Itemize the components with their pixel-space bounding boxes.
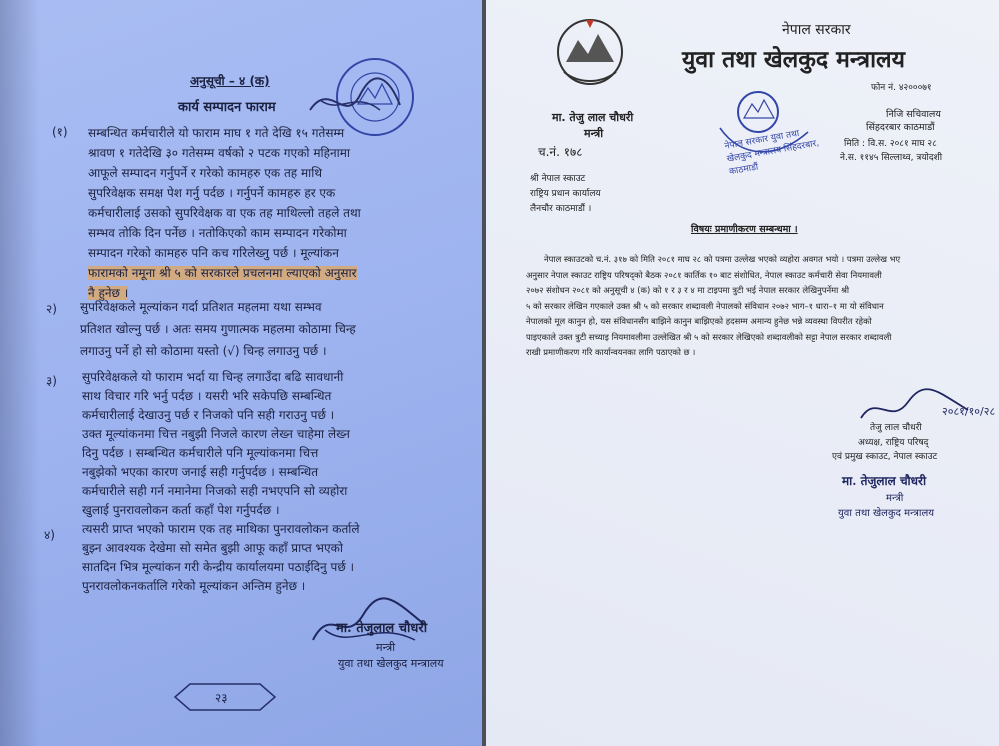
signer-position: अध्यक्ष, राष्ट्रिय परिषद्	[858, 438, 929, 448]
minister-signature-name: मा. तेजुलाल चौधरी	[842, 474, 927, 488]
page-number: २३	[215, 691, 228, 705]
body-line: २०७२ संशोधन २०८१ को अनुसूची ४ (क) को १ र ३ र ४ मा टाइपमा त्रुटी भई नेपाल सरकार लेखिनुपर्नेमा श्री	[526, 285, 850, 295]
text-line: साथ विचार गरि भर्नु पर्दछ । यसरी भरि सकेपछि सम्बन्धित	[82, 389, 332, 403]
text-line: सम्पादन गरेको कामहरु पनि कच गरिलेख्नु पर्छ । मूल्यांकन	[88, 246, 339, 260]
office-address: सिंहदरबार काठमाडौं	[866, 122, 935, 133]
nepal-emblem	[554, 14, 626, 90]
item-1-text	[88, 123, 361, 303]
text-line: आफूले सम्पादन गर्नुपर्ने र गरेको कामहरु एक तह माथि	[88, 166, 323, 180]
text-line: लगाउनु पर्ने हो सो कोठामा यस्तो (√) चिन्ह लगाउनु पर्छ ।	[80, 344, 327, 358]
item-number: ४)	[44, 528, 55, 542]
signature-date: २०८१/१०/२८	[942, 405, 996, 418]
signer-position-2: एवं प्रमुख स्काउट, नेपाल स्काउट	[832, 452, 938, 462]
text-line: त्यसरी प्राप्त भएको फाराम एक तह माथिका पुनरावलोकन कर्ताले	[82, 522, 360, 536]
item-number: २)	[46, 302, 57, 316]
text-line: पुनरावलोकनकर्तालि गरेको मूल्यांकन अन्तिम हुनेछ ।	[82, 579, 306, 593]
body-line: राखी प्रमाणीकरण गरि कार्यान्वयनका लागि पठाएको छ ।	[526, 347, 696, 357]
text-line: कर्मचारीलाई देखाउनु पर्छ र निजको पनि सही गराउनु पर्छ ।	[82, 408, 335, 422]
address-line: राष्ट्रिय प्रधान कार्यालय	[530, 189, 601, 199]
address-line: लैनचौर काठमाडौं ।	[530, 204, 592, 214]
item-2-text	[80, 296, 356, 362]
body-line: नेपाल स्काउटको च.नं. ३१७ को मिति २०८१ माघ २८ को पत्रमा उल्लेख भएको व्यहोरा अवगत भयो । पत्रमा उल्लेख भए	[544, 254, 901, 264]
signature-title: मन्त्री	[376, 641, 396, 654]
text-line: श्रावण १ गतेदेखि ३० गतेसम्म वर्षको २ पटक गएको महिनामा	[88, 146, 351, 160]
page-fold-shadow	[0, 0, 40, 746]
text-line: उक्त मूल्यांकनमा चित्त नबुझी निजले कारण लेख्न चाहेमा लेख्न	[82, 427, 350, 441]
highlighted-text: नै हुनेछ ।	[88, 286, 129, 300]
body-line: ५ को सरकार लेखिन गएकाले उक्त श्री ५ को सरकार शब्दावली नेपालको संविधान २०७२ भाग–१ धारा–१ मा यो संविधान	[526, 300, 884, 311]
annex-label: अनुसूची – ४ (क)	[190, 74, 270, 88]
item-number: ३)	[46, 374, 57, 388]
text-line: बुझ्न आवश्यक देखेमा सो समेत बुझी आफू कहाँ प्राप्त भएको	[82, 541, 343, 555]
text-line: खुलाई पुनरावलोकन कर्ता कहाँ पेश गर्नुपर्दछ ।	[82, 503, 280, 517]
text-line: कर्मचारीलाई उसको सुपरिवेक्षक वा एक तह माथिल्लो तहले तथा	[88, 206, 361, 220]
reference-number: च.नं. १७८	[538, 145, 583, 159]
text-line: सम्बन्धित कर्मचारीले यो फाराम माघ १ गते देखि १५ गतेसम्म	[88, 126, 345, 140]
text-line: सुपरिवेक्षकले यो फाराम भर्दा या चिन्ह लगाउँदा बढि सावधानी	[82, 370, 344, 384]
signature-scribble-top	[300, 70, 410, 130]
item-4-text	[82, 520, 360, 596]
left-document-page	[0, 0, 482, 746]
body-line: अनुसार नेपाल स्काउट राष्ट्रिय परिषद्को बैठक २०८१ कार्तिक १० बाट संशोधित, नेपाल स्काउट कर्मचारी सेवा नियमावली	[526, 269, 882, 280]
minister-title: मन्त्री	[584, 127, 604, 140]
signature-ministry: युवा तथा खेलकुद मन्त्रालय	[338, 657, 444, 670]
gov-header: नेपाल सरकार	[782, 22, 851, 38]
right-letter-page	[486, 0, 999, 746]
minister-name: मा. तेजु लाल चौधरी	[552, 111, 634, 124]
address-line: श्री नेपाल स्काउट	[530, 174, 586, 184]
text-line: सुपरिवेक्षक समक्ष पेश गर्नु पर्दछ । गर्नुपर्ने कामहरु हर एक	[88, 186, 336, 200]
text-line: दिनु पर्दछ । सम्बन्धित कर्मचारीले पनि मूल्यांकनमा चित्त	[82, 446, 319, 460]
text-line: नबुझेको भएका कारण जनाई सही गर्नुपर्दछ । सम्बन्धित	[82, 465, 319, 479]
recipient-address	[530, 172, 601, 217]
letter-body	[526, 252, 900, 361]
office-name: निजि सचिवालय	[886, 109, 941, 120]
signature-name: मा. तेजुलाल चौधरी	[336, 621, 428, 636]
item-3-text	[82, 368, 350, 520]
date-ns: ने.स. ११४५ सिल्लाथ्व, त्रयोदशी	[840, 153, 943, 163]
date-bs: मिति : वि.स. २०८१ माघ २८	[844, 139, 937, 149]
text-line: प्रतिशत खोल्नु पर्छ । अतः समय गुणात्मक महलमा कोठामा चिन्ह	[80, 322, 356, 336]
letter-subject: विषयः प्रमाणीकरण सम्बन्धमा ।	[691, 224, 798, 235]
text-line: कर्मचारीले सही गर्न नमानेमा निजको सही नभएपनि सो व्यहोरा	[82, 484, 348, 498]
phone-number: फोन नं. ४२०००७१	[871, 83, 932, 93]
signer-name: तेजु लाल चौधरी	[870, 423, 922, 433]
body-line: नेपालको मूल कानुन हो, यस संविधानसँग बाझिने कानुन बाझिएको हदसम्म अमान्य हुनेछ भन्ने व्यवस्था विपरीत रहेको	[526, 316, 872, 326]
text-line: सम्भव तोकि दिन पर्नेछ । नतोकिएको काम सम्पादन गरेकोमा	[88, 226, 347, 240]
highlighted-text: फारामको नमूना श्री ५ को सरकारले प्रचलनमा ल्याएको अनुसार	[88, 266, 357, 280]
stamp-text: नेपाल सरकार युवा तथा खेलकुद मन्त्रालय सिंहदरबार, काठमाडौं	[723, 128, 820, 178]
minister-signature-ministry: युवा तथा खेलकुद मन्त्रालय	[838, 508, 935, 519]
body-line: पाइएकाले उक्त त्रुटी सच्याइ नियमावलीमा उल्लेखित श्री ५ को सरकार लेखिएको शब्दावलीको सट्टा नेपाल सरकार शब्दावली	[526, 331, 892, 342]
form-title: कार्य सम्पादन फाराम	[178, 100, 276, 115]
item-number: (१)	[52, 125, 68, 139]
text-line: सुपरिवेक्षकले मूल्यांकन गर्दा प्रतिशत महलमा यथा सम्भव	[80, 300, 322, 314]
text-line: सातदिन भित्र मूल्यांकन गरी केन्द्रीय कार्यालयमा पठाईदिनु पर्छ ।	[82, 560, 355, 574]
minister-signature-title: मन्त्री	[886, 493, 904, 504]
ministry-header: युवा तथा खेलकुद मन्त्रालय	[682, 47, 905, 73]
